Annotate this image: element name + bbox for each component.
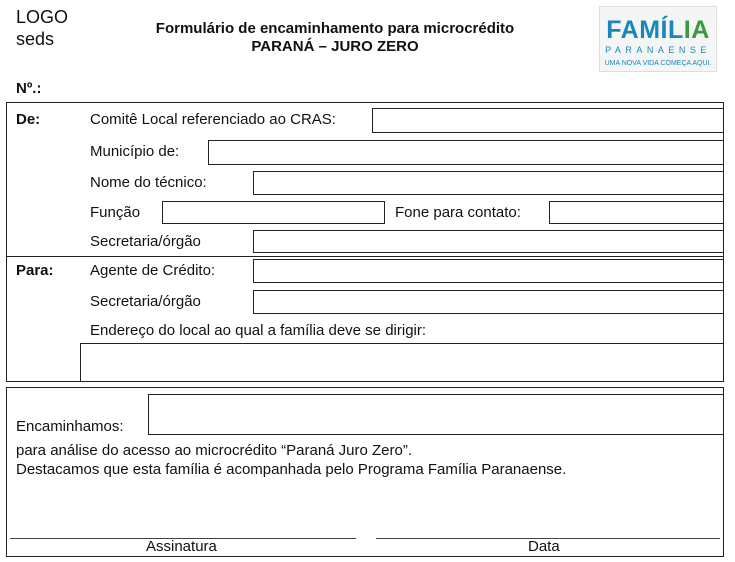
- logo-subtitle: PARANAENSE: [605, 45, 711, 55]
- logo-tagline: UMA NOVA VIDA COMEÇA AQUI.: [604, 60, 712, 67]
- fone-input[interactable]: [549, 201, 724, 224]
- agente-label: Agente de Crédito:: [90, 262, 216, 279]
- funcao-input[interactable]: [162, 201, 385, 224]
- endereco-label: Endereço do local ao qual a família deve se dirigir:: [90, 322, 427, 339]
- logo-name: [600, 17, 716, 43]
- secretaria-de-input[interactable]: [253, 230, 724, 253]
- section-para-label: Para:: [16, 262, 54, 279]
- section-divider: [6, 256, 724, 257]
- comite-label: Comitê Local referenciado ao CRAS:: [90, 111, 336, 128]
- logo-name-part2: IA: [683, 16, 710, 44]
- secretaria-de-label: Secretaria/órgão: [90, 233, 201, 250]
- logo-placeholder-line1: LOGO: [16, 7, 69, 27]
- form-title: [120, 20, 550, 56]
- logo-name-part1: FAMÍL: [606, 16, 684, 44]
- secretaria-para-input[interactable]: [253, 290, 724, 314]
- agente-input[interactable]: [253, 259, 724, 283]
- tecnico-input[interactable]: [253, 171, 724, 195]
- endereco-input[interactable]: [80, 343, 724, 382]
- municipio-label: Município de:: [90, 143, 180, 160]
- form-title-line1: Formulário de encaminhamento para microcrédito: [155, 20, 515, 37]
- logo-placeholder-line2: seds: [16, 29, 55, 49]
- form-title-line2: PARANÁ – JURO ZERO: [251, 38, 419, 55]
- encaminhamos-label: Encaminhamos:: [16, 418, 124, 435]
- logo-placeholder: [16, 6, 68, 50]
- data-label: Data: [528, 538, 560, 555]
- comite-input[interactable]: [372, 108, 724, 133]
- familia-paranaense-logo: [599, 6, 717, 72]
- secretaria-para-label: Secretaria/órgão: [90, 293, 201, 310]
- municipio-input[interactable]: [208, 140, 724, 165]
- number-label: Nº.:: [16, 80, 42, 97]
- encaminhamento-text-line2: Destacamos que esta família é acompanhada pelo Programa Família Paranaense.: [16, 461, 567, 478]
- encaminhamos-input[interactable]: [148, 394, 724, 435]
- funcao-label: Função: [90, 204, 141, 221]
- tecnico-label: Nome do técnico:: [90, 174, 207, 191]
- encaminhamento-text-line1: para análise do acesso ao microcrédito “Paraná Juro Zero”.: [16, 442, 413, 459]
- assinatura-label: Assinatura: [146, 538, 217, 555]
- fone-label: Fone para contato:: [395, 204, 521, 221]
- section-de-label: De:: [16, 111, 41, 128]
